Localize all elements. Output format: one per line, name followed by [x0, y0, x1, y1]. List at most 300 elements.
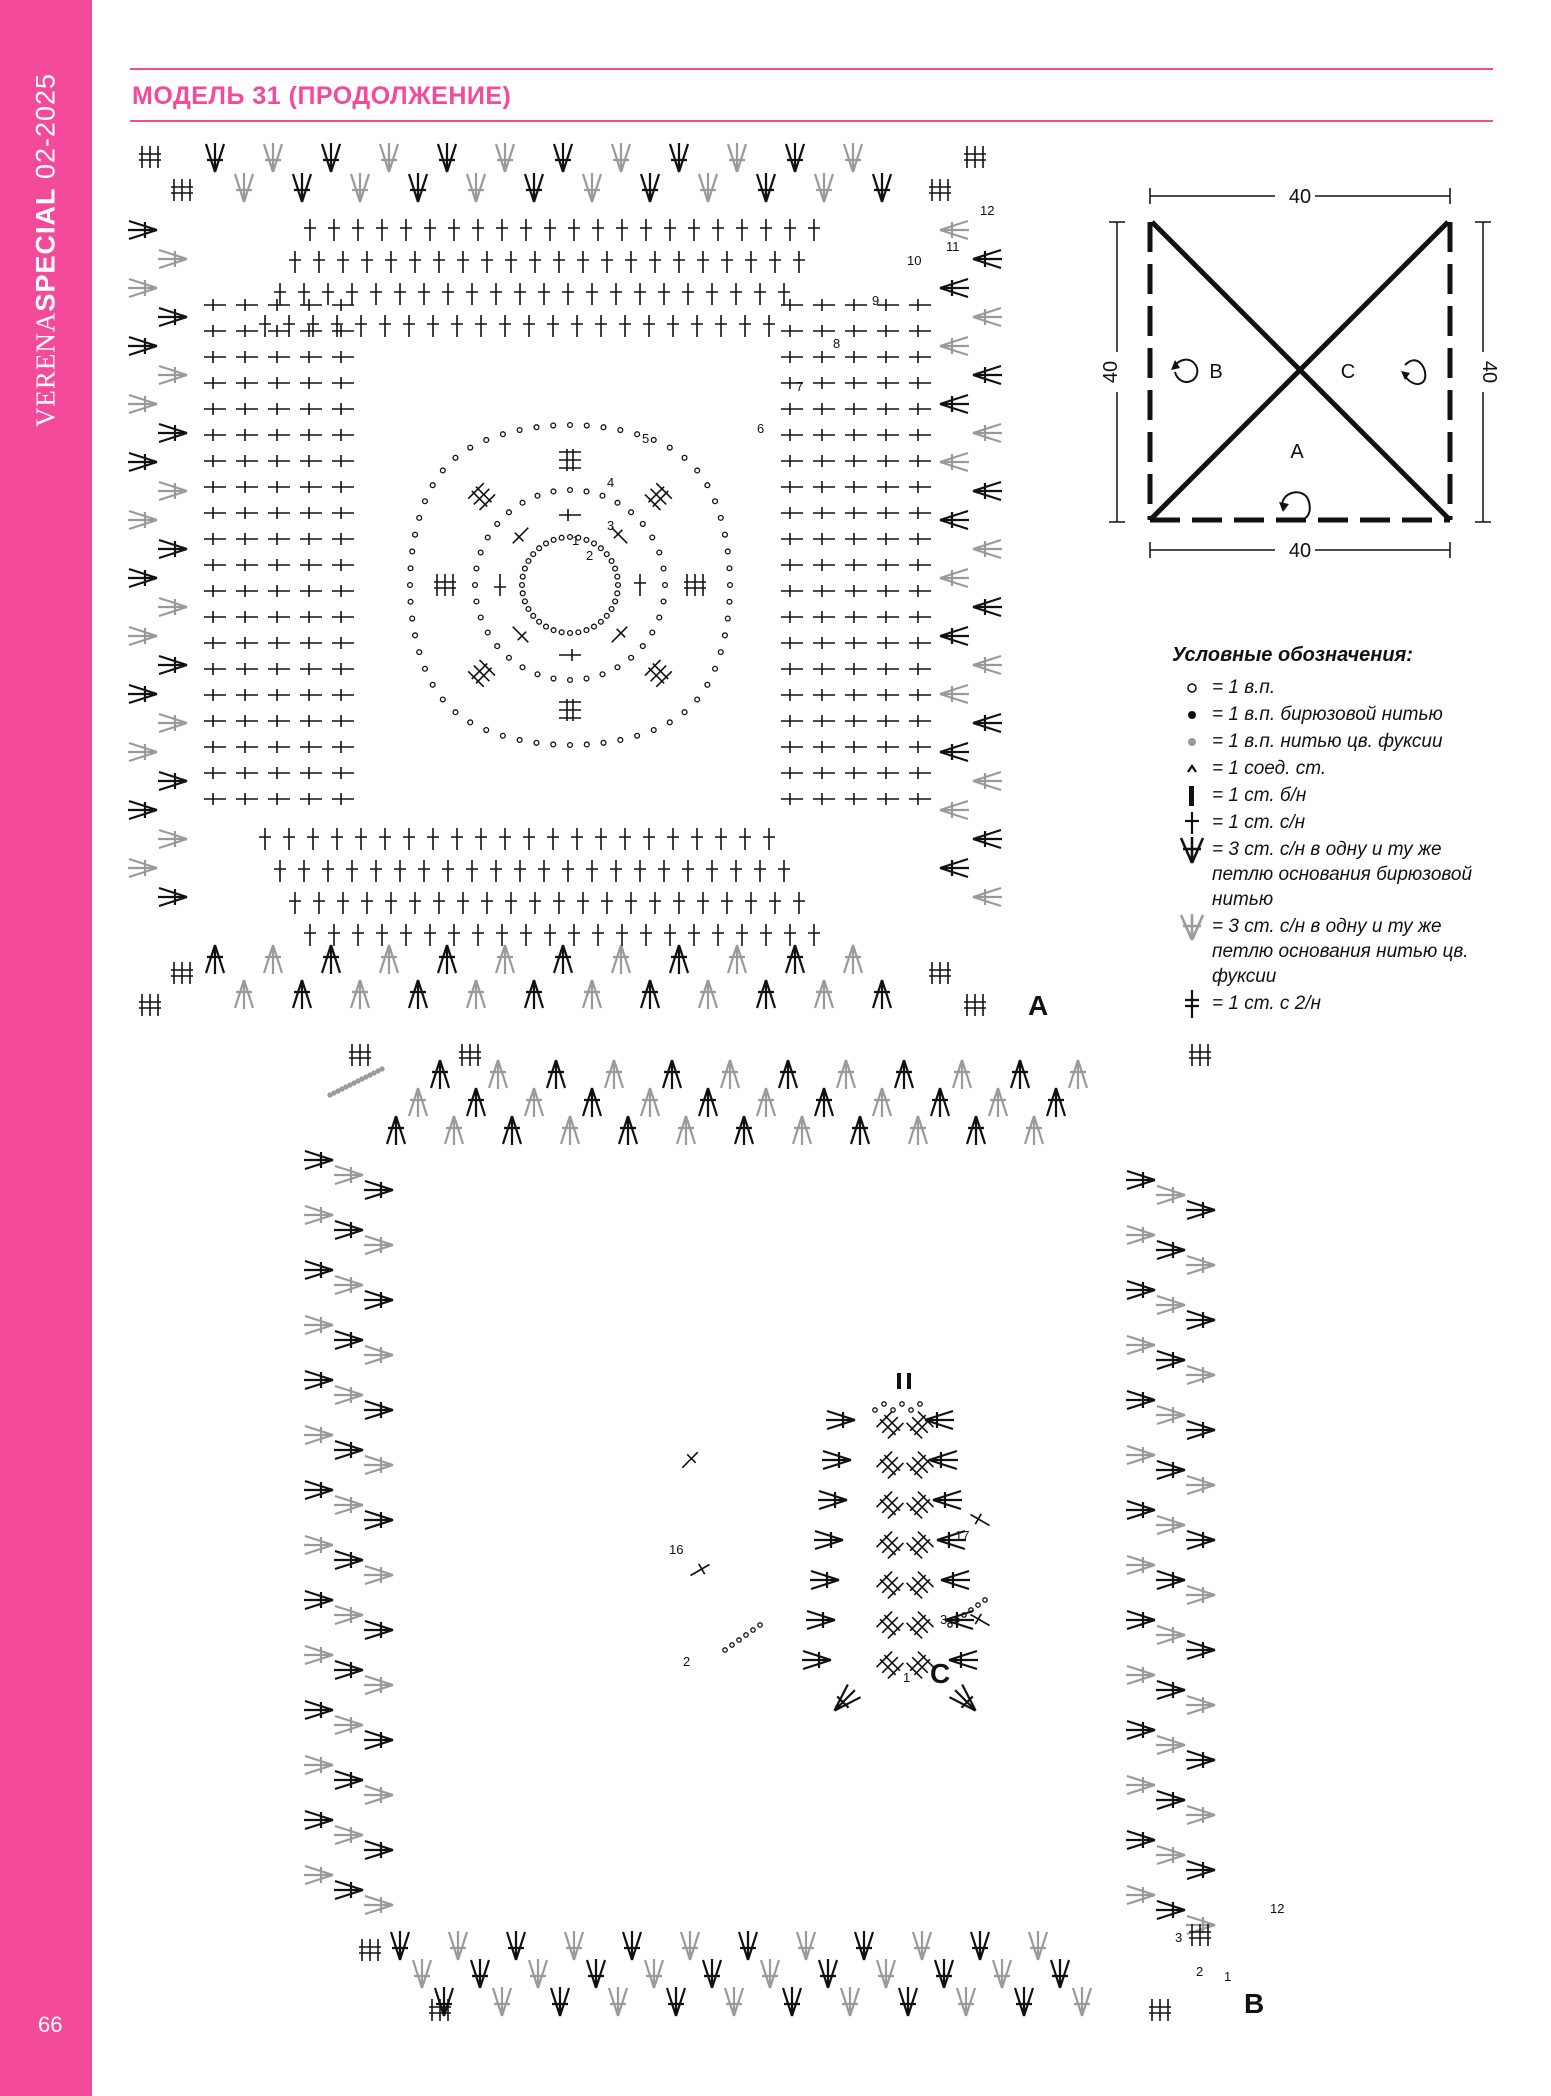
double-crochet	[909, 559, 931, 571]
double-crochet	[813, 559, 835, 571]
double-crochet	[204, 585, 226, 597]
magazine-side-bar	[0, 0, 92, 2096]
fan-stitch	[351, 173, 369, 202]
fan-stitch	[1126, 1281, 1155, 1299]
fan-stitch	[334, 1606, 363, 1624]
fan-stitch	[304, 1426, 333, 1444]
chart-a-row-4: 4	[607, 475, 615, 490]
fan-stitch	[735, 1116, 753, 1145]
fan-stitch	[940, 859, 969, 877]
chart-b-label: B	[1244, 1988, 1265, 2019]
double-crochet	[845, 741, 867, 753]
fan-stitch	[815, 173, 833, 202]
double-crochet	[236, 377, 258, 389]
chart-a-center-motif	[408, 423, 733, 748]
chain-stitch	[408, 566, 413, 571]
treble-group	[459, 1044, 481, 1066]
fan-stitch	[128, 569, 157, 587]
double-crochet	[355, 315, 367, 337]
chain-stitch	[551, 628, 556, 633]
double-crochet	[877, 507, 899, 519]
double-crochet	[236, 663, 258, 675]
fan-stitch	[1156, 1461, 1185, 1479]
double-crochet	[813, 585, 835, 597]
double-crochet	[385, 892, 397, 914]
chart-a-row-5: 5	[642, 431, 650, 446]
double-crochet	[781, 585, 803, 597]
black-fan-icon	[1172, 837, 1212, 862]
fan-stitch	[1186, 1311, 1215, 1329]
fan-stitch	[940, 569, 969, 587]
fan-stitch	[334, 1661, 363, 1679]
fan-stitch	[583, 1088, 601, 1117]
fan-stitch	[364, 1786, 393, 1804]
fan-stitch	[334, 1881, 363, 1899]
double-crochet	[418, 283, 430, 305]
double-crochet	[781, 481, 803, 493]
double-crochet	[268, 663, 290, 675]
double-crochet	[346, 283, 358, 305]
double-crochet	[781, 351, 803, 363]
double-crochet	[236, 325, 258, 337]
double-crochet	[427, 828, 439, 850]
fan-stitch	[364, 1621, 393, 1639]
double-crochet	[845, 767, 867, 779]
double-crochet	[877, 455, 899, 467]
fan-stitch	[757, 1088, 775, 1117]
double-crochet	[331, 828, 343, 850]
double-crochet	[300, 351, 322, 363]
fan-stitch	[1186, 1256, 1215, 1274]
chain-stitch	[613, 599, 618, 604]
fan-stitch	[334, 1551, 363, 1569]
double-crochet	[337, 892, 349, 914]
fan-stitch	[641, 173, 659, 202]
fan-stitch	[525, 173, 543, 202]
double-crochet	[204, 455, 226, 467]
single-crochet-bar	[897, 1373, 901, 1389]
bar-icon	[1172, 783, 1212, 808]
fan-stitch	[949, 1651, 978, 1669]
chain-stitch	[551, 537, 556, 542]
page-title: МОДЕЛЬ 31 (ПРОДОЛЖЕНИЕ)	[132, 82, 512, 110]
double-crochet	[268, 507, 290, 519]
chain-stitch	[592, 624, 597, 629]
double-crochet	[300, 377, 322, 389]
fan-stitch	[1156, 1626, 1185, 1644]
chain-stitch	[651, 438, 656, 443]
treble-group	[904, 1529, 935, 1560]
double-crochet	[616, 219, 628, 241]
fan-stitch	[806, 1611, 835, 1629]
chart-a-row-6: 6	[757, 421, 765, 436]
double-crochet	[877, 663, 899, 675]
fan-stitch	[1186, 1641, 1215, 1659]
fan-stitch	[802, 1651, 831, 1669]
fan-stitch	[364, 1456, 393, 1474]
double-crochet	[448, 924, 460, 946]
double-crochet	[697, 892, 709, 914]
double-crochet	[490, 860, 502, 882]
assembly-dim-right: 40	[1478, 360, 1500, 384]
double-crochet	[204, 689, 226, 701]
chain-stitch	[615, 591, 620, 596]
double-crochet	[877, 689, 899, 701]
double-crochet	[793, 251, 805, 273]
double-crochet	[361, 892, 373, 914]
chain-stitch	[568, 423, 573, 428]
treble-group	[359, 1939, 381, 1961]
fan-stitch	[128, 627, 157, 645]
double-crochet	[204, 767, 226, 779]
fan-stitch	[1186, 1696, 1215, 1714]
chain-stitch	[730, 1643, 734, 1647]
double-crochet	[706, 860, 718, 882]
double-crochet	[721, 251, 733, 273]
fan-stitch	[844, 945, 862, 974]
double-crochet	[688, 924, 700, 946]
fan-stitch	[304, 1151, 333, 1169]
double-crochet	[268, 533, 290, 545]
double-crochet	[204, 507, 226, 519]
chart-a-row-11: 11	[946, 239, 960, 254]
fan-stitch	[128, 801, 157, 819]
double-crochet	[236, 689, 258, 701]
double-crochet	[304, 219, 316, 241]
double-crochet	[877, 611, 899, 623]
double-crochet	[332, 351, 354, 363]
fan-stitch	[1186, 1201, 1215, 1219]
chain-stitch	[725, 616, 730, 621]
double-crochet	[813, 403, 835, 415]
fan-stitch	[1126, 1776, 1155, 1794]
fan-stitch	[128, 685, 157, 703]
double-crochet	[813, 507, 835, 519]
chain-stitch	[522, 599, 527, 604]
double-crochet	[236, 793, 258, 805]
double-crochet	[300, 429, 322, 441]
double-crochet	[877, 533, 899, 545]
double-crochet	[481, 892, 493, 914]
double-crochet	[370, 860, 382, 882]
double-crochet	[204, 793, 226, 805]
fan-stitch	[783, 1987, 801, 2016]
chain-stitch	[440, 697, 445, 702]
double-crochet	[236, 507, 258, 519]
double-crochet	[268, 559, 290, 571]
fan-stitch	[641, 980, 659, 1009]
assembly-dim-bottom: 40	[1288, 540, 1312, 562]
fan-stitch	[409, 980, 427, 1009]
gray-dot-icon	[1172, 729, 1212, 754]
cross-icon	[1172, 810, 1212, 835]
fan-stitch	[304, 1481, 333, 1499]
double-crochet	[328, 924, 340, 946]
treble-group	[929, 179, 951, 201]
double-crochet	[370, 283, 382, 305]
double-crochet	[909, 403, 931, 415]
double-crochet	[236, 533, 258, 545]
fan-stitch	[334, 1826, 363, 1844]
double-crochet	[332, 507, 354, 519]
double-crochet	[268, 715, 290, 727]
double-crochet	[385, 251, 397, 273]
double-crochet	[877, 585, 899, 597]
fan-stitch	[837, 1060, 855, 1089]
chain-stitch	[568, 631, 573, 636]
double-crochet	[715, 828, 727, 850]
fan-stitch	[1186, 1806, 1215, 1824]
chain-stitch	[727, 566, 732, 571]
chain-stitch	[408, 583, 413, 588]
double-crochet	[658, 283, 670, 305]
chain-stitch	[526, 559, 531, 564]
double-crochet	[909, 325, 931, 337]
double-crochet	[490, 283, 502, 305]
double-crochet	[877, 377, 899, 389]
double-crochet	[466, 283, 478, 305]
fan-stitch	[1156, 1571, 1185, 1589]
fan-stitch	[989, 1088, 1007, 1117]
fan-stitch	[1126, 1391, 1155, 1409]
fan-stitch	[873, 980, 891, 1009]
fan-stitch	[364, 1511, 393, 1529]
double-crochet	[514, 860, 526, 882]
double-crochet	[204, 715, 226, 727]
fan-stitch	[380, 945, 398, 974]
chart-a-label: A	[1028, 990, 1049, 1021]
double-crochet	[332, 455, 354, 467]
fan-stitch	[1156, 1681, 1185, 1699]
double-crochet	[571, 828, 583, 850]
fan-stitch	[940, 627, 969, 645]
double-crochet	[595, 828, 607, 850]
chain-stitch	[495, 644, 500, 649]
double-crochet	[909, 585, 931, 597]
double-crochet	[332, 481, 354, 493]
treble-group	[434, 574, 456, 596]
double-crochet	[442, 283, 454, 305]
double-crochet	[909, 377, 931, 389]
treble-group	[429, 1999, 451, 2021]
double-crochet	[274, 860, 286, 882]
chain-stitch	[568, 488, 573, 493]
chain-stitch	[629, 510, 634, 515]
chain-stitch	[474, 599, 479, 604]
fan-stitch	[641, 1088, 659, 1117]
fan-stitch	[128, 337, 157, 355]
fan-stitch	[1051, 1959, 1069, 1988]
double-crochet	[813, 741, 835, 753]
double-crochet	[678, 1448, 702, 1472]
fan-stitch	[431, 1060, 449, 1089]
chart-b-row-1: 1	[1224, 1969, 1232, 1984]
double-crochet	[586, 283, 598, 305]
double-crochet	[730, 283, 742, 305]
chain-stitch	[423, 499, 428, 504]
fan-stitch	[761, 1959, 779, 1988]
fan-stitch	[1011, 1060, 1029, 1089]
double-crochet	[204, 325, 226, 337]
double-crochet	[813, 455, 835, 467]
fan-stitch	[670, 945, 688, 974]
fan-stitch	[895, 1060, 913, 1089]
legend	[1172, 644, 1502, 1018]
fan-stitch	[1126, 1171, 1155, 1189]
double-crochet	[643, 315, 655, 337]
double-crochet	[523, 828, 535, 850]
chain-stitch	[410, 549, 415, 554]
double-crochet	[781, 767, 803, 779]
double-crochet	[523, 315, 535, 337]
fan-stitch	[1015, 1987, 1033, 2016]
fan-stitch	[1126, 1501, 1155, 1519]
double-crochet	[505, 892, 517, 914]
fan-stitch	[844, 143, 862, 172]
chain-stitch	[618, 738, 623, 743]
chain-stitch	[517, 738, 522, 743]
double-crochet	[300, 481, 322, 493]
double-crochet	[529, 892, 541, 914]
double-crochet	[781, 533, 803, 545]
fan-stitch	[467, 173, 485, 202]
double-crochet	[877, 351, 899, 363]
double-crochet	[394, 860, 406, 882]
fan-stitch	[364, 1896, 393, 1914]
treble-group	[171, 179, 193, 201]
double-crochet	[877, 715, 899, 727]
fan-stitch	[364, 1676, 393, 1694]
chart-b-row-2: 2	[1196, 1964, 1204, 1979]
chain-stitch	[478, 615, 483, 620]
fan-stitch	[304, 1206, 333, 1224]
fan-stitch	[841, 1987, 859, 2016]
chart-a-row-8: 8	[833, 336, 841, 351]
fan-stitch	[971, 1931, 989, 1960]
double-crochet	[300, 689, 322, 701]
treble-group	[1189, 1044, 1211, 1066]
double-crochet	[877, 741, 899, 753]
double-crochet	[586, 860, 598, 882]
double-crochet	[813, 481, 835, 493]
double-crochet	[610, 283, 622, 305]
double-crochet	[403, 828, 415, 850]
fan-stitch	[645, 1959, 663, 1988]
assembly-label-b: B	[1209, 361, 1223, 383]
fan-stitch	[1073, 1987, 1091, 2016]
chain-stitch	[507, 655, 512, 660]
double-crochet	[559, 649, 581, 661]
chart-c-row-3: 3	[940, 1612, 948, 1627]
double-crochet	[673, 892, 685, 914]
chain-stitch	[682, 710, 687, 715]
double-crochet	[268, 585, 290, 597]
chain-stitch	[453, 455, 458, 460]
legend-item: = 1 ст. с 2/н	[1172, 991, 1502, 1016]
chain-stitch	[531, 552, 536, 557]
fan-stitch	[304, 1866, 333, 1884]
chain-stitch	[640, 644, 645, 649]
double-crochet	[236, 481, 258, 493]
double-crochet	[845, 793, 867, 805]
chain-stitch	[534, 740, 539, 745]
fan-stitch	[158, 772, 187, 790]
fan-stitch	[334, 1771, 363, 1789]
chain-stitch	[522, 566, 527, 571]
double-crochet	[332, 663, 354, 675]
double-crochet	[595, 315, 607, 337]
double-crochet	[376, 924, 388, 946]
chain-stitch	[551, 742, 556, 747]
fan-stitch	[387, 1116, 405, 1145]
double-crochet	[268, 403, 290, 415]
double-crochet	[845, 351, 867, 363]
double-crochet	[332, 533, 354, 545]
double-crochet	[619, 315, 631, 337]
double-crochet	[909, 637, 931, 649]
double-crochet	[300, 637, 322, 649]
double-crochet	[332, 689, 354, 701]
fan-stitch	[551, 1987, 569, 2016]
chain-stitch	[453, 710, 458, 715]
chain-stitch	[417, 650, 422, 655]
treble-group	[904, 1569, 935, 1600]
double-crochet	[781, 793, 803, 805]
chain-stitch	[410, 616, 415, 621]
fan-stitch	[235, 173, 253, 202]
double-crochet	[909, 533, 931, 545]
double-crochet	[845, 455, 867, 467]
double-crochet	[204, 377, 226, 389]
fan-stitch	[815, 980, 833, 1009]
fan-stitch	[973, 540, 1002, 558]
chain-stitch	[661, 566, 666, 571]
double-crochet	[640, 219, 652, 241]
fan-stitch	[507, 1931, 525, 1960]
treble-group	[466, 658, 497, 689]
double-crochet	[769, 251, 781, 273]
double-crochet	[845, 403, 867, 415]
double-crochet	[673, 251, 685, 273]
double-crochet	[909, 429, 931, 441]
fan-stitch	[612, 143, 630, 172]
double-crochet	[300, 793, 322, 805]
chart-a-row-2: 2	[586, 548, 594, 563]
page-number: 66	[38, 2012, 63, 2037]
fan-stitch	[449, 1931, 467, 1960]
chain-stitch	[695, 468, 700, 473]
chain-stitch	[507, 510, 512, 515]
double-crochet	[845, 559, 867, 571]
fan-stitch	[525, 980, 543, 1009]
fan-stitch	[973, 424, 1002, 442]
double-crochet	[236, 585, 258, 597]
chain-stitch	[723, 1648, 727, 1652]
fan-stitch	[786, 143, 804, 172]
double-crochet	[496, 924, 508, 946]
double-crochet	[332, 299, 354, 311]
chain-stitch	[598, 546, 603, 551]
double-crochet	[332, 377, 354, 389]
legend-item: = 1 ст. с/н	[1172, 810, 1502, 835]
double-crochet	[909, 611, 931, 623]
double-crochet	[204, 299, 226, 311]
double-crochet	[204, 351, 226, 363]
fan-stitch	[670, 143, 688, 172]
double-crochet	[745, 892, 757, 914]
chain-stitch	[661, 599, 666, 604]
treble-group	[929, 962, 951, 984]
